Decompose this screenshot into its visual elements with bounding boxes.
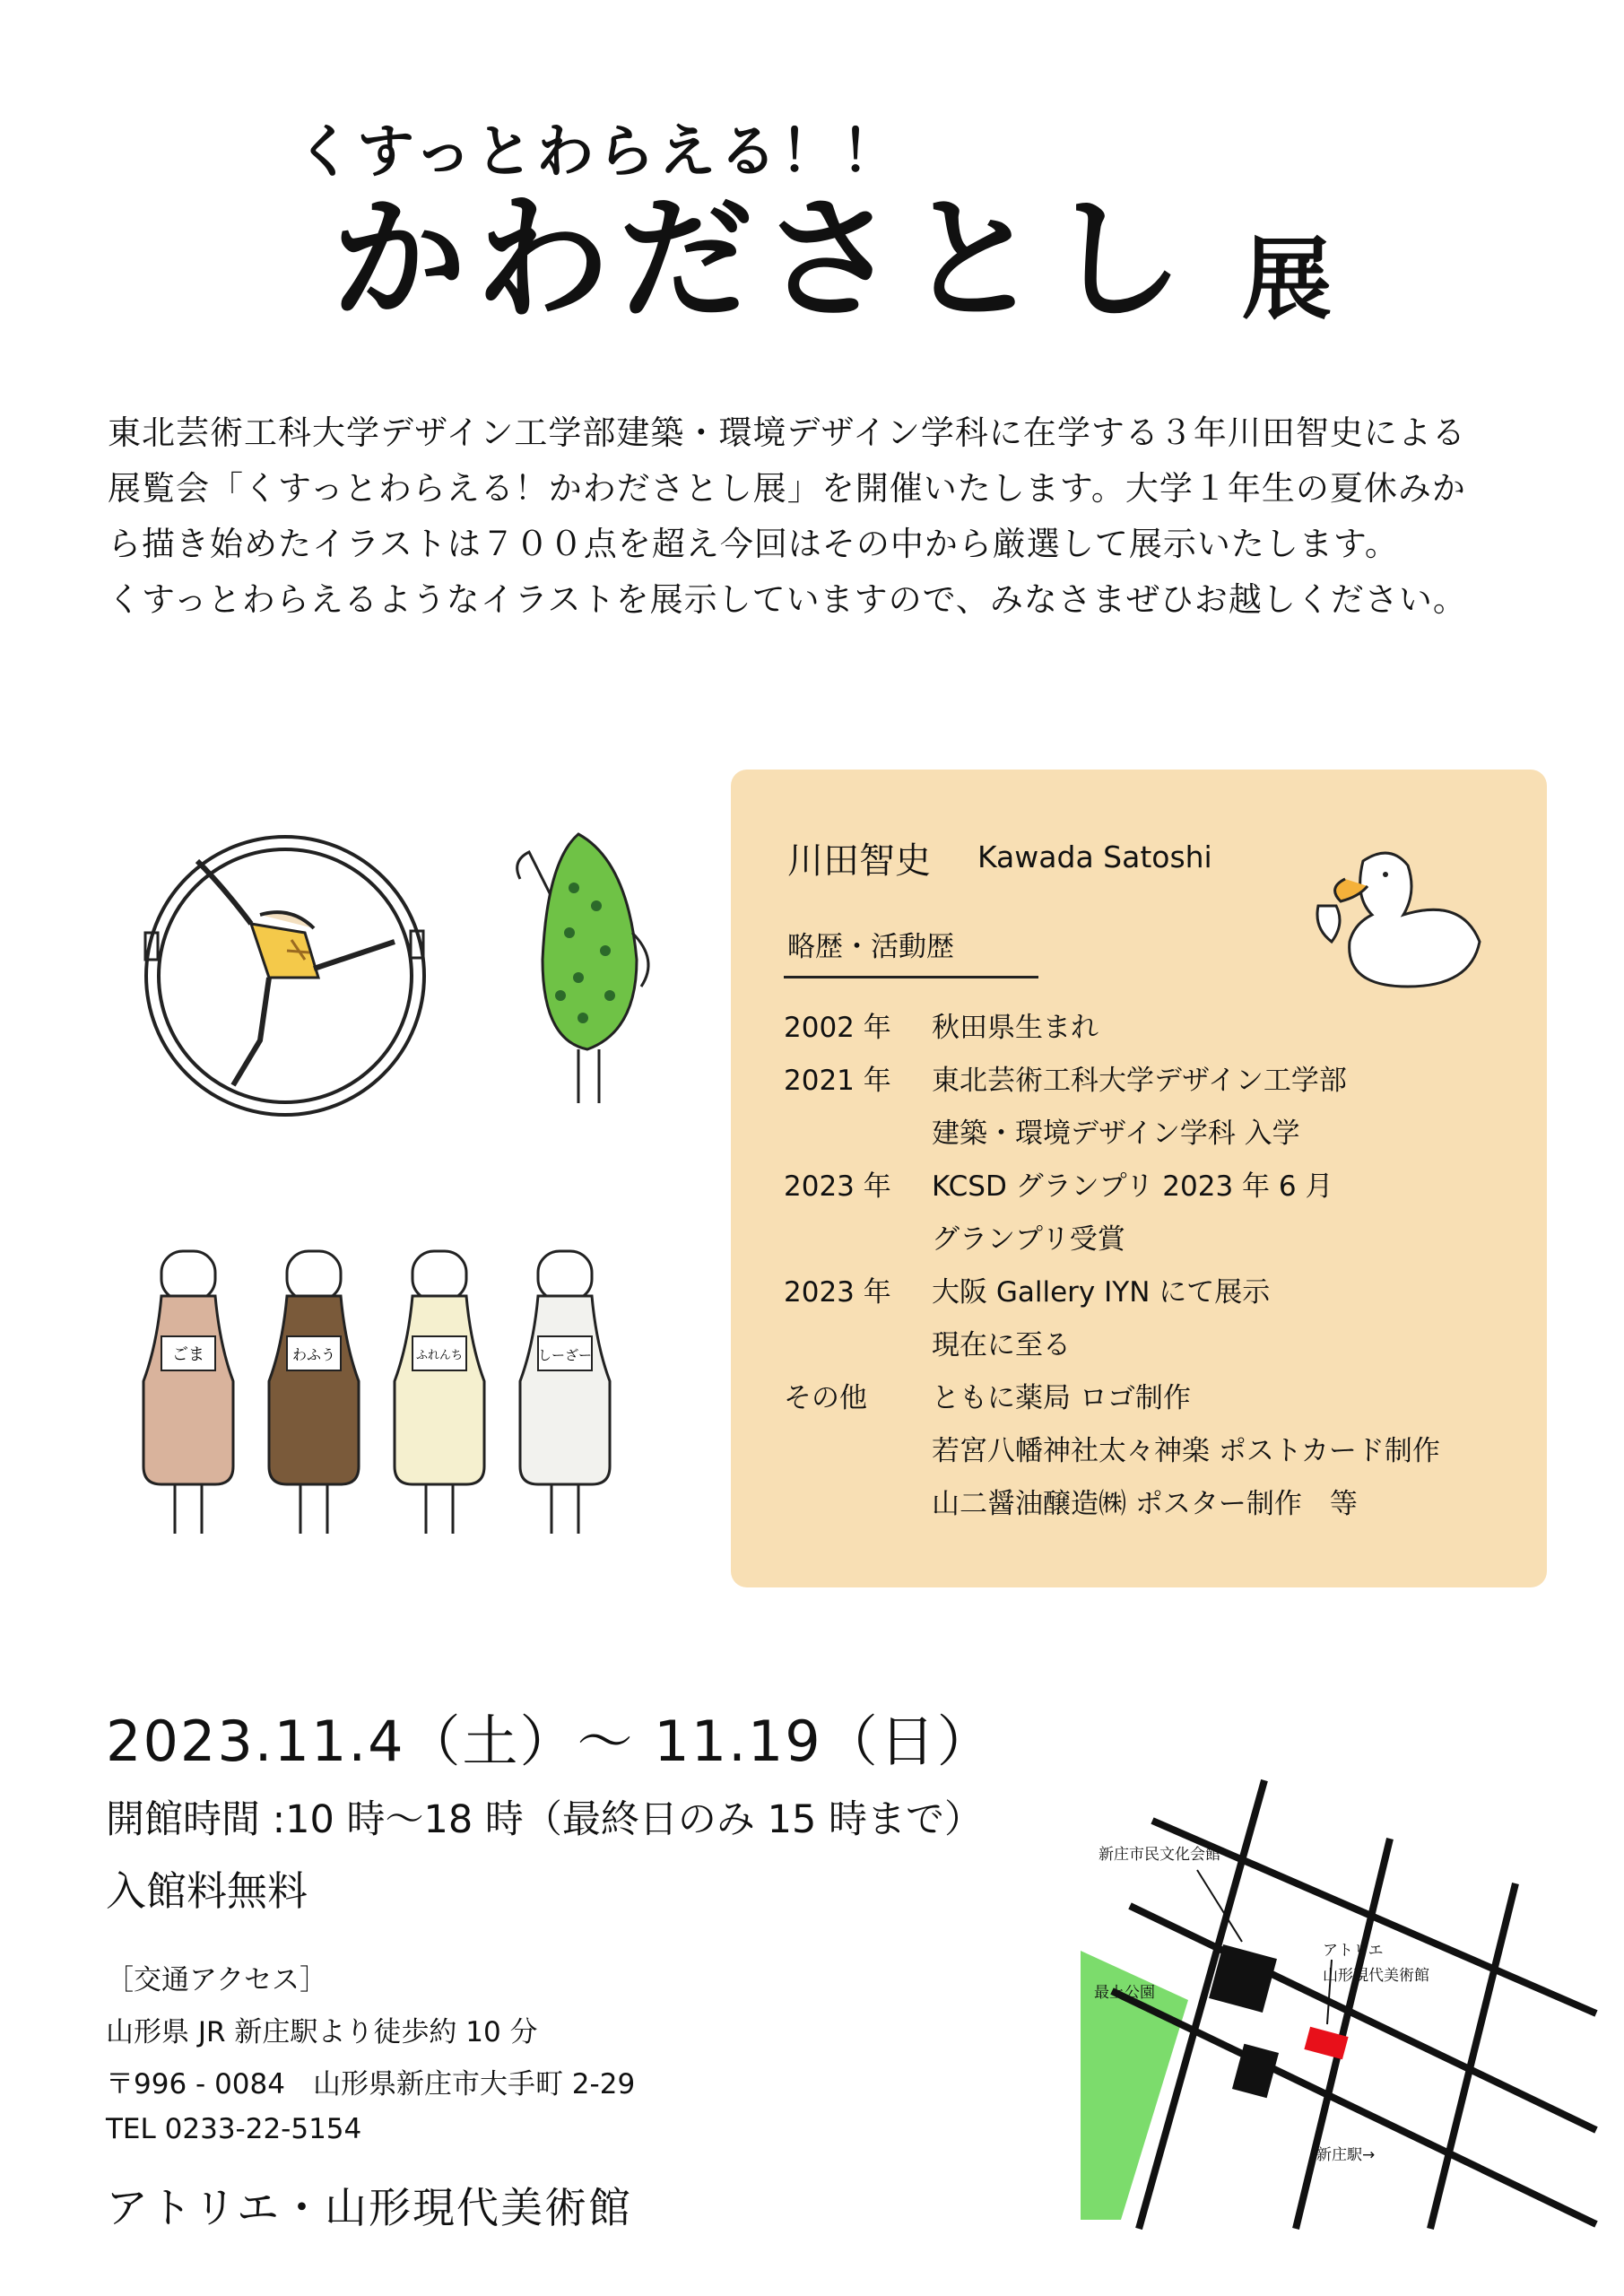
map-label-culture-hall: 新庄市民文化会館 <box>1099 1846 1220 1864</box>
history-text: 大阪 Gallery IYN にて展示 <box>932 1276 1271 1309</box>
history-year: その他 <box>784 1382 867 1414</box>
bottle-wafu <box>269 1251 359 1534</box>
bottle-label: ふれんち <box>415 1349 464 1362</box>
bottle-label: しーざー <box>537 1347 593 1363</box>
access-directions: 山形県 JR 新庄駅より徒歩約 10 分 <box>106 2016 538 2048</box>
intro-line: 展覧会「くすっとわらえる！かわださとし展」を開催いたします。大学１年生の夏休みか <box>108 469 1466 508</box>
bottle-caesar <box>520 1251 610 1534</box>
venue-name: アトリエ・山形現代美術館 <box>106 2184 633 2233</box>
exhibition-title-suffix: 展 <box>1242 227 1332 332</box>
history-text: 若宮八幡神社太々神楽 ポストカード制作 <box>932 1435 1440 1467</box>
access-info <box>106 1957 635 2165</box>
access-tel: TEL 0233-22-5154 <box>106 2113 362 2145</box>
bottle-label: わふう <box>291 1346 336 1363</box>
exhibition-title: かわださとし <box>332 182 1194 338</box>
event-dates: 2023.11.4（土）～ 11.19（日） <box>106 1709 994 1774</box>
map-label-museum: 山形現代美術館 <box>1323 1967 1429 1985</box>
duck-illustration <box>1309 843 1489 996</box>
dressing-bottles-illustration <box>135 1247 637 1543</box>
history-text: 現在に至る <box>932 1329 1071 1361</box>
tagline: くすっとわらえる！！ <box>296 119 903 186</box>
history-text: ともに薬局 ロゴ制作 <box>932 1382 1191 1414</box>
access-address: 〒996 - 0084 山形県新庄市大手町 2-29 <box>106 2068 636 2100</box>
history-text: 秋田県生まれ <box>932 1012 1099 1044</box>
artist-name-en: Kawada Satoshi <box>977 839 1212 874</box>
intro-line: ら描き始めたイラストは７００点を超え今回はその中から厳選して展示いたします。 <box>108 525 1399 563</box>
history-year: 2021 年 <box>784 1065 891 1097</box>
artist-name: 川田智史 <box>787 840 931 882</box>
bottle-french <box>395 1251 484 1534</box>
map-label-atelier: アトリエ <box>1323 1942 1384 1960</box>
map-label-station: 新庄駅→ <box>1316 2146 1376 2164</box>
history-text: 建築・環境デザイン学科 入学 <box>932 1118 1300 1150</box>
bottle-label: ごま <box>172 1345 204 1364</box>
admission-fee: 入館料無料 <box>106 1867 308 1915</box>
history-heading: 略歴・活動歴 <box>787 931 954 963</box>
history-year: 2023 年 <box>784 1276 891 1309</box>
opening-hours: 開館時間 :10 時～18 時（最終日のみ 15 時まで） <box>106 1797 983 1842</box>
intro-line: くすっとわらえるようなイラストを展示していますので、みなさまぜひお越しください。 <box>108 580 1467 619</box>
bitter-melon-illustration <box>502 825 682 1121</box>
history-divider <box>784 976 1038 978</box>
wheel-figure-illustration <box>126 825 448 1130</box>
intro-paragraph <box>108 405 1542 628</box>
history-year: 2002 年 <box>784 1012 891 1044</box>
bottle-sesame <box>143 1251 233 1534</box>
intro-line: 東北芸術工科大学デザイン工学部建築・環境デザイン学科に在学する３年川田智史による <box>108 413 1466 452</box>
history-text: 東北芸術工科大学デザイン工学部 <box>932 1065 1347 1097</box>
history-year: 2023 年 <box>784 1170 891 1203</box>
history-text: 山二醤油醸造㈱ ポスター制作 等 <box>932 1488 1358 1520</box>
map-label-park: 最上公園 <box>1094 1984 1155 2002</box>
history-text: グランプリ受賞 <box>932 1223 1125 1256</box>
history-text: KCSD グランプリ 2023 年 6 月 <box>932 1170 1333 1203</box>
access-heading: ［交通アクセス］ <box>106 1964 328 1996</box>
access-map <box>1058 1771 1596 2238</box>
